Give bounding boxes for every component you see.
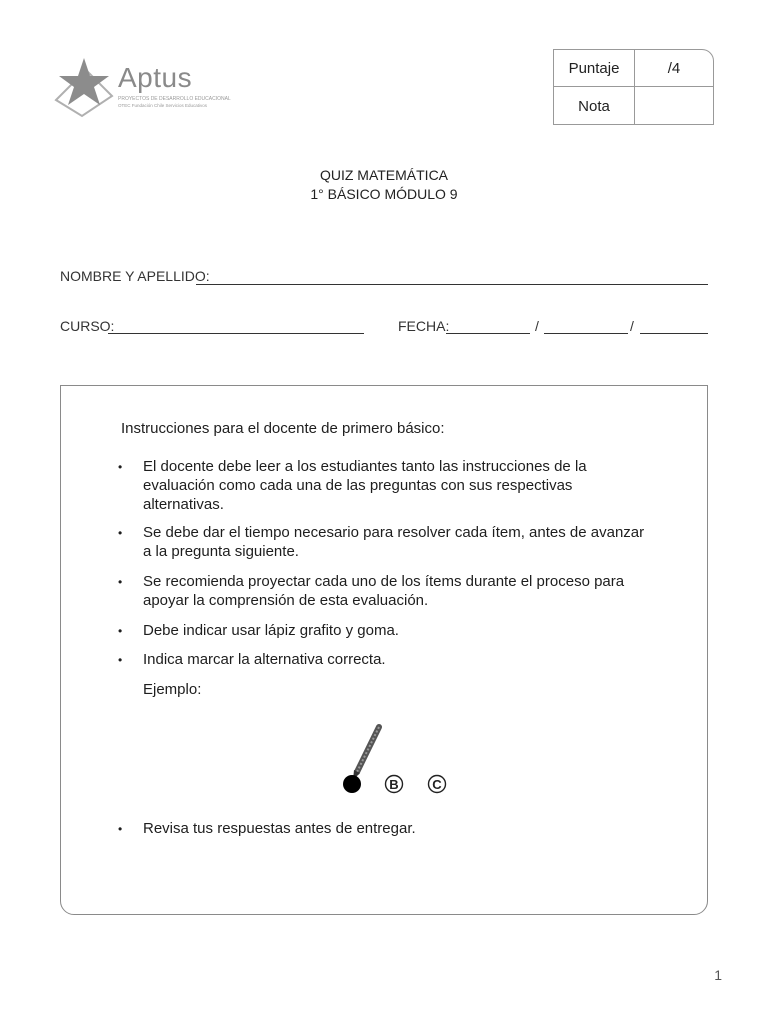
example-label: Ejemplo: [143, 681, 202, 698]
example-answer [330, 722, 460, 804]
date-separator: / [630, 318, 634, 334]
instruction-item: Indica marcar la alternativa correcta. [143, 651, 386, 668]
course-label: CURSO: [60, 318, 115, 334]
bullet: • [118, 822, 123, 836]
bullet: • [118, 460, 123, 474]
instruction-item: Debe indicar usar lápiz grafito y goma. [143, 622, 399, 639]
grade-label: Nota [578, 97, 610, 115]
aptus-logo [52, 56, 231, 120]
page-number: 1 [714, 967, 722, 983]
option-c-letter: C [432, 777, 442, 792]
logo-subtitle-2: OTEC Fundación Chile Servicios Educativos [118, 103, 208, 108]
instruction-item: Revisa tus respuestas antes de entregar. [143, 820, 416, 837]
quiz-subtitle: 1° BÁSICO MÓDULO 9 [310, 186, 458, 202]
bullet: • [118, 575, 123, 589]
name-label: NOMBRE Y APELLIDO: [60, 268, 210, 284]
score-value: /4 [667, 59, 681, 77]
grade-value[interactable] [635, 87, 713, 125]
date-label: FECHA: [398, 318, 450, 334]
instruction-item: Se debe dar el tiempo necesario para resolver cada ítem, antes de avanzar a la pregunta siguiente. [143, 524, 645, 560]
filled-answer-circle [343, 775, 361, 793]
course-field[interactable] [108, 333, 364, 334]
pencil-icon [353, 727, 379, 780]
logo-name: Aptus [118, 62, 193, 93]
date-month-field[interactable] [544, 333, 628, 334]
bullet: • [118, 624, 123, 638]
instruction-item: Se recomienda proyectar cada uno de los ítems durante el proceso para apoyar la comprensión de esta evaluación. [143, 573, 625, 609]
date-day-field[interactable] [446, 333, 530, 334]
bullet: • [118, 653, 123, 667]
star-logo-icon [52, 56, 116, 118]
logo-subtitle: PROYECTOS DE DESARROLLO EDUCACIONAL [118, 96, 231, 102]
name-field[interactable] [196, 284, 708, 285]
score-table [553, 49, 714, 125]
date-year-field[interactable] [640, 333, 708, 334]
instruction-item: El docente debe leer a los estudiantes tanto las instrucciones de la evaluación como cada una de las preguntas con sus respectivas alternativas. [143, 458, 587, 513]
quiz-title: QUIZ MATEMÁTICA [319, 167, 449, 183]
bullet: • [118, 526, 123, 540]
date-separator: / [535, 318, 539, 334]
score-label: Puntaje [568, 59, 620, 77]
option-b-letter: B [389, 777, 399, 792]
instructions-heading: Instrucciones para el docente de primero básico: [121, 420, 445, 437]
